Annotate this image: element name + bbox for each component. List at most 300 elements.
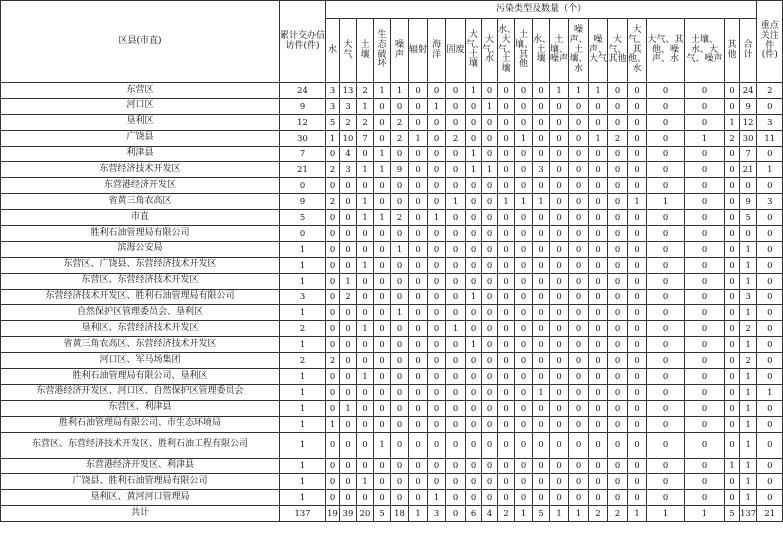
region-name-cell: 共计 — [1, 506, 280, 522]
pollution-count-cell: 0 — [466, 114, 482, 130]
pollution-count-cell: 0 — [340, 194, 357, 210]
pollution-count-cell: 0 — [498, 416, 515, 432]
pollution-count-cell: 0 — [515, 162, 533, 178]
pollution-count-cell: 0 — [391, 458, 409, 474]
pollution-count-cell: 0 — [533, 400, 550, 416]
table-row — [1, 226, 783, 242]
pollution-count-cell: 0 — [740, 226, 757, 242]
pollution-count-cell: 0 — [589, 178, 608, 194]
pollution-count-cell: 0 — [515, 241, 533, 257]
header-type-3: 生态破坏 — [374, 19, 391, 83]
region-name-cell: 广饶县、胜利石油管理局有限公司 — [1, 474, 280, 490]
pollution-count-cell: 0 — [374, 178, 391, 194]
region-name-cell: 省黄三角农高区、东营经济技术开发区 — [1, 337, 280, 353]
pollution-count-cell: 0 — [589, 210, 608, 226]
table-row — [1, 337, 783, 353]
pollution-count-cell: 0 — [482, 273, 498, 289]
pollution-count-cell: 0 — [446, 400, 466, 416]
pollution-count-cell: 0 — [482, 400, 498, 416]
pollution-count-cell: 0 — [569, 194, 589, 210]
pollution-count-cell: 0 — [685, 146, 725, 162]
pollution-count-cell: 0 — [533, 432, 550, 458]
pollution-count-cell: 0 — [428, 369, 446, 385]
pollution-count-cell: 0 — [647, 321, 685, 337]
pollution-count-cell: 0 — [628, 305, 647, 321]
pollution-count-cell: 0 — [446, 210, 466, 226]
pollution-count-cell: 0 — [409, 289, 428, 305]
key-concern-cell: 0 — [757, 273, 783, 289]
key-concern-cell: 0 — [757, 490, 783, 506]
total-complaints-cell: 137 — [280, 506, 326, 522]
pollution-count-cell: 0 — [515, 416, 533, 432]
pollution-count-cell: 0 — [446, 114, 466, 130]
pollution-count-cell: 0 — [515, 384, 533, 400]
pollution-count-cell: 5 — [725, 506, 740, 522]
key-concern-cell: 0 — [757, 178, 783, 194]
key-concern-cell: 0 — [757, 146, 783, 162]
pollution-count-cell: 0 — [498, 353, 515, 369]
pollution-count-cell: 0 — [608, 458, 628, 474]
pollution-count-cell: 0 — [569, 114, 589, 130]
pollution-count-cell: 0 — [357, 226, 374, 242]
pollution-count-cell: 0 — [589, 305, 608, 321]
pollution-count-cell: 0 — [446, 416, 466, 432]
pollution-count-cell: 0 — [685, 162, 725, 178]
pollution-count-cell: 13 — [340, 83, 357, 99]
pollution-count-cell: 1 — [569, 83, 589, 99]
pollution-count-cell: 0 — [498, 321, 515, 337]
pollution-count-cell: 0 — [357, 458, 374, 474]
pollution-count-cell: 0 — [409, 416, 428, 432]
pollution-count-cell: 0 — [326, 178, 340, 194]
pollution-count-cell: 0 — [685, 289, 725, 305]
pollution-count-cell: 0 — [374, 257, 391, 273]
pollution-count-cell: 0 — [482, 194, 498, 210]
header-type-13: 土壤、噪声 — [550, 19, 569, 83]
key-concern-cell: 0 — [757, 210, 783, 226]
pollution-count-cell: 0 — [589, 98, 608, 114]
pollution-count-cell: 0 — [533, 83, 550, 99]
pollution-count-cell: 0 — [357, 273, 374, 289]
pollution-count-cell: 2 — [326, 353, 340, 369]
pollution-count-cell: 0 — [533, 98, 550, 114]
pollution-count-cell: 2 — [357, 114, 374, 130]
pollution-count-cell: 0 — [409, 210, 428, 226]
pollution-count-cell: 0 — [647, 369, 685, 385]
total-complaints-cell: 5 — [280, 210, 326, 226]
pollution-count-cell: 0 — [446, 305, 466, 321]
pollution-count-cell: 0 — [725, 241, 740, 257]
pollution-count-cell: 0 — [515, 337, 533, 353]
pollution-count-cell: 0 — [498, 384, 515, 400]
key-concern-cell: 0 — [757, 337, 783, 353]
pollution-count-cell: 0 — [428, 432, 446, 458]
table-row — [1, 490, 783, 506]
total-complaints-cell: 1 — [280, 416, 326, 432]
pollution-count-cell: 1 — [409, 506, 428, 522]
pollution-count-cell: 0 — [326, 226, 340, 242]
pollution-count-cell: 1 — [482, 162, 498, 178]
table-row — [1, 162, 783, 178]
pollution-count-cell: 0 — [482, 130, 498, 146]
pollution-count-cell: 1 — [409, 130, 428, 146]
pollution-count-cell: 0 — [391, 273, 409, 289]
pollution-count-cell: 0 — [428, 83, 446, 99]
pollution-count-cell: 0 — [515, 474, 533, 490]
pollution-count-cell: 0 — [446, 273, 466, 289]
pollution-count-cell: 0 — [647, 432, 685, 458]
pollution-count-cell: 0 — [589, 474, 608, 490]
table-row — [1, 210, 783, 226]
pollution-count-cell: 0 — [409, 458, 428, 474]
key-concern-cell: 21 — [757, 506, 783, 522]
pollution-count-cell: 1 — [446, 194, 466, 210]
pollution-count-cell: 0 — [685, 98, 725, 114]
pollution-count-cell: 0 — [550, 273, 569, 289]
pollution-count-cell: 0 — [647, 146, 685, 162]
pollution-count-cell: 0 — [589, 289, 608, 305]
pollution-count-cell: 0 — [569, 257, 589, 273]
pollution-count-cell: 0 — [409, 194, 428, 210]
pollution-count-cell: 0 — [685, 416, 725, 432]
pollution-count-cell: 0 — [685, 321, 725, 337]
region-name-cell: 滨海公安局 — [1, 241, 280, 257]
pollution-count-cell: 0 — [628, 337, 647, 353]
pollution-count-cell: 0 — [569, 241, 589, 257]
pollution-count-cell: 0 — [409, 114, 428, 130]
pollution-count-cell: 0 — [550, 432, 569, 458]
pollution-count-cell: 0 — [569, 416, 589, 432]
pollution-count-cell: 0 — [498, 162, 515, 178]
table-row — [1, 194, 783, 210]
pollution-count-cell: 0 — [446, 83, 466, 99]
pollution-count-cell: 0 — [326, 432, 340, 458]
pollution-count-cell: 0 — [391, 289, 409, 305]
pollution-count-cell: 0 — [725, 146, 740, 162]
region-name-cell: 胜利石油管理局有限公司 — [1, 226, 280, 242]
pollution-count-cell: 0 — [515, 458, 533, 474]
pollution-count-cell: 1 — [515, 506, 533, 522]
pollution-count-cell: 0 — [340, 321, 357, 337]
pollution-count-cell: 0 — [647, 400, 685, 416]
pollution-count-cell: 0 — [569, 490, 589, 506]
pollution-count-cell: 0 — [446, 146, 466, 162]
pollution-count-cell: 0 — [628, 241, 647, 257]
region-name-cell: 自然保护区管理委员会、垦利区 — [1, 305, 280, 321]
pollution-count-cell: 0 — [374, 474, 391, 490]
pollution-count-cell: 0 — [608, 321, 628, 337]
pollution-count-cell: 0 — [533, 490, 550, 506]
pollution-count-cell: 0 — [409, 305, 428, 321]
pollution-count-cell: 0 — [628, 289, 647, 305]
pollution-count-cell: 0 — [550, 257, 569, 273]
pollution-count-cell: 1 — [391, 305, 409, 321]
key-concern-cell: 0 — [757, 369, 783, 385]
pollution-count-cell: 0 — [725, 474, 740, 490]
pollution-count-cell: 0 — [647, 305, 685, 321]
pollution-count-cell: 0 — [498, 369, 515, 385]
pollution-count-cell: 0 — [647, 458, 685, 474]
pollution-count-cell: 0 — [466, 226, 482, 242]
pollution-count-cell: 0 — [446, 257, 466, 273]
pollution-count-cell: 0 — [608, 98, 628, 114]
pollution-count-cell: 1 — [391, 241, 409, 257]
pollution-count-cell: 0 — [725, 210, 740, 226]
pollution-count-cell: 3 — [326, 98, 340, 114]
pollution-count-cell: 0 — [608, 353, 628, 369]
pollution-count-cell: 0 — [391, 194, 409, 210]
total-complaints-cell: 30 — [280, 130, 326, 146]
pollution-count-cell: 0 — [515, 490, 533, 506]
pollution-count-cell: 1 — [466, 162, 482, 178]
pollution-count-cell: 0 — [550, 289, 569, 305]
pollution-count-cell: 0 — [608, 257, 628, 273]
pollution-count-cell: 0 — [357, 400, 374, 416]
pollution-count-cell: 0 — [428, 337, 446, 353]
pollution-count-cell: 0 — [608, 114, 628, 130]
header-pollution-group: 污染类型及数量（个） — [326, 1, 757, 19]
table-row — [1, 321, 783, 337]
pollution-count-cell: 0 — [357, 305, 374, 321]
pollution-count-cell: 1 — [391, 83, 409, 99]
pollution-count-cell: 0 — [515, 321, 533, 337]
pollution-count-cell: 0 — [608, 490, 628, 506]
pollution-count-cell: 0 — [628, 146, 647, 162]
total-complaints-cell: 1 — [280, 458, 326, 474]
pollution-count-cell: 1 — [357, 162, 374, 178]
pollution-count-cell: 0 — [466, 474, 482, 490]
pollution-count-cell: 0 — [391, 384, 409, 400]
pollution-count-cell: 1 — [466, 289, 482, 305]
pollution-count-cell: 0 — [340, 474, 357, 490]
pollution-count-cell: 1 — [466, 146, 482, 162]
pollution-count-cell: 0 — [498, 273, 515, 289]
pollution-count-cell: 0 — [482, 321, 498, 337]
pollution-count-cell: 0 — [628, 416, 647, 432]
pollution-count-cell: 0 — [326, 146, 340, 162]
pollution-count-cell: 0 — [647, 226, 685, 242]
pollution-count-cell: 0 — [569, 337, 589, 353]
pollution-count-cell: 0 — [374, 98, 391, 114]
pollution-count-cell: 1 — [685, 130, 725, 146]
pollution-count-cell: 0 — [608, 194, 628, 210]
pollution-count-cell: 0 — [589, 146, 608, 162]
total-complaints-cell: 9 — [280, 98, 326, 114]
pollution-count-cell: 0 — [725, 273, 740, 289]
header-type-10: 水、大气、土壤 — [498, 19, 515, 83]
pollution-count-cell: 0 — [340, 384, 357, 400]
pollution-count-cell: 2 — [740, 353, 757, 369]
pollution-count-cell: 0 — [533, 210, 550, 226]
pollution-count-cell: 0 — [533, 321, 550, 337]
pollution-count-cell: 5 — [740, 210, 757, 226]
pollution-count-cell: 0 — [628, 257, 647, 273]
pollution-count-cell: 1 — [374, 162, 391, 178]
pollution-count-cell: 0 — [326, 210, 340, 226]
pollution-count-cell: 0 — [628, 130, 647, 146]
pollution-count-cell: 0 — [569, 210, 589, 226]
pollution-count-cell: 0 — [550, 210, 569, 226]
pollution-count-cell: 0 — [428, 321, 446, 337]
pollution-count-cell: 0 — [725, 321, 740, 337]
pollution-count-cell: 0 — [533, 474, 550, 490]
pollution-count-cell: 0 — [725, 490, 740, 506]
pollution-count-cell: 0 — [357, 384, 374, 400]
pollution-count-cell: 0 — [725, 226, 740, 242]
pollution-count-cell: 0 — [374, 458, 391, 474]
pollution-count-cell: 0 — [357, 241, 374, 257]
table-row — [1, 114, 783, 130]
total-complaints-cell: 1 — [280, 400, 326, 416]
pollution-count-cell: 0 — [550, 337, 569, 353]
pollution-count-cell: 0 — [374, 194, 391, 210]
region-name-cell: 东营区、东营经济技术开发区、胜利石油工程有限公司 — [1, 432, 280, 458]
pollution-count-cell: 0 — [482, 337, 498, 353]
pollution-count-cell: 0 — [569, 130, 589, 146]
pollution-count-cell: 0 — [340, 337, 357, 353]
pollution-count-cell: 0 — [446, 506, 466, 522]
pollution-count-cell: 1 — [550, 83, 569, 99]
key-concern-cell: 2 — [757, 83, 783, 99]
pollution-count-cell: 0 — [569, 162, 589, 178]
total-complaints-cell: 1 — [280, 305, 326, 321]
key-concern-cell: 0 — [757, 98, 783, 114]
pollution-count-cell: 0 — [428, 353, 446, 369]
table-row — [1, 241, 783, 257]
pollution-count-cell: 0 — [498, 178, 515, 194]
total-complaints-cell: 3 — [280, 289, 326, 305]
pollution-count-cell: 0 — [725, 384, 740, 400]
key-concern-cell: 0 — [757, 321, 783, 337]
header-total-complaints: 累计交办信访件(件) — [280, 1, 326, 83]
pollution-count-cell: 0 — [608, 432, 628, 458]
pollution-count-cell: 0 — [569, 474, 589, 490]
region-name-cell: 东营港经济开发区 — [1, 178, 280, 194]
pollution-count-cell: 0 — [326, 289, 340, 305]
pollution-count-cell: 0 — [608, 416, 628, 432]
pollution-count-cell: 1 — [589, 83, 608, 99]
pollution-count-cell: 5 — [533, 506, 550, 522]
pollution-count-cell: 0 — [374, 490, 391, 506]
key-concern-cell: 0 — [757, 305, 783, 321]
pollution-count-cell: 1 — [374, 83, 391, 99]
table-row — [1, 432, 783, 458]
pollution-count-cell: 0 — [725, 400, 740, 416]
pollution-count-cell: 1 — [740, 416, 757, 432]
pollution-count-cell: 1 — [740, 337, 757, 353]
pollution-count-cell: 1 — [357, 321, 374, 337]
pollution-count-cell: 21 — [740, 162, 757, 178]
pollution-count-cell: 0 — [446, 178, 466, 194]
pollution-count-cell: 24 — [740, 83, 757, 99]
pollution-count-cell: 0 — [374, 369, 391, 385]
pollution-count-cell: 0 — [515, 273, 533, 289]
region-name-cell: 垦利区 — [1, 114, 280, 130]
table-row — [1, 400, 783, 416]
pollution-count-cell: 0 — [357, 178, 374, 194]
pollution-count-cell: 0 — [446, 458, 466, 474]
pollution-count-cell: 0 — [482, 305, 498, 321]
pollution-count-cell: 0 — [569, 289, 589, 305]
pollution-count-cell: 0 — [569, 458, 589, 474]
pollution-count-cell: 0 — [589, 432, 608, 458]
pollution-count-cell: 0 — [533, 241, 550, 257]
table-row — [1, 384, 783, 400]
pollution-count-cell: 0 — [409, 257, 428, 273]
pollution-count-cell: 0 — [466, 416, 482, 432]
pollution-count-cell: 0 — [482, 353, 498, 369]
pollution-count-cell: 0 — [482, 241, 498, 257]
pollution-count-cell: 0 — [446, 474, 466, 490]
pollution-count-cell: 0 — [515, 353, 533, 369]
pollution-count-cell: 0 — [498, 98, 515, 114]
pollution-count-cell: 0 — [725, 337, 740, 353]
region-name-cell: 广饶县 — [1, 130, 280, 146]
pollution-count-cell: 0 — [740, 178, 757, 194]
pollution-count-cell: 0 — [466, 98, 482, 114]
pollution-count-cell: 0 — [391, 474, 409, 490]
pollution-count-cell: 0 — [589, 194, 608, 210]
total-complaints-cell: 1 — [280, 369, 326, 385]
pollution-count-cell: 0 — [550, 353, 569, 369]
total-complaints-cell: 2 — [280, 321, 326, 337]
key-concern-cell: 0 — [757, 474, 783, 490]
pollution-count-cell: 1 — [740, 369, 757, 385]
pollution-count-cell: 0 — [466, 458, 482, 474]
pollution-count-cell: 3 — [326, 83, 340, 99]
pollution-count-cell: 1 — [357, 210, 374, 226]
table-row — [1, 257, 783, 273]
pollution-count-cell: 0 — [628, 114, 647, 130]
pollution-count-cell: 0 — [357, 432, 374, 458]
pollution-count-cell: 0 — [515, 178, 533, 194]
pollution-count-cell: 0 — [374, 114, 391, 130]
pollution-count-cell: 0 — [608, 337, 628, 353]
pollution-count-cell: 1 — [428, 490, 446, 506]
pollution-count-cell: 0 — [569, 321, 589, 337]
pollution-count-cell: 0 — [725, 194, 740, 210]
pollution-count-cell: 0 — [628, 458, 647, 474]
pollution-count-cell: 0 — [550, 226, 569, 242]
pollution-count-cell: 0 — [498, 130, 515, 146]
pollution-count-cell: 9 — [391, 162, 409, 178]
header-type-20: 其他 — [725, 19, 740, 83]
pollution-count-cell: 0 — [391, 400, 409, 416]
pollution-count-cell: 0 — [326, 241, 340, 257]
pollution-count-cell: 1 — [357, 474, 374, 490]
pollution-count-cell: 0 — [515, 146, 533, 162]
pollution-count-cell: 5 — [374, 506, 391, 522]
pollution-count-cell: 0 — [482, 257, 498, 273]
pollution-count-cell: 3 — [740, 289, 757, 305]
pollution-count-cell: 0 — [340, 490, 357, 506]
pollution-count-cell: 0 — [533, 178, 550, 194]
pollution-count-cell: 0 — [647, 98, 685, 114]
pollution-count-cell: 0 — [498, 210, 515, 226]
pollution-count-cell: 0 — [340, 210, 357, 226]
pollution-count-cell: 0 — [550, 416, 569, 432]
pollution-count-cell: 10 — [340, 130, 357, 146]
pollution-count-cell: 0 — [725, 83, 740, 99]
pollution-count-cell: 0 — [391, 321, 409, 337]
pollution-count-cell: 0 — [550, 194, 569, 210]
pollution-count-cell: 0 — [608, 273, 628, 289]
header-type-8: 大气、土壤 — [466, 19, 482, 83]
pollution-count-cell: 0 — [374, 289, 391, 305]
pollution-count-cell: 0 — [428, 194, 446, 210]
pollution-count-cell: 0 — [550, 458, 569, 474]
pollution-count-cell: 0 — [608, 210, 628, 226]
